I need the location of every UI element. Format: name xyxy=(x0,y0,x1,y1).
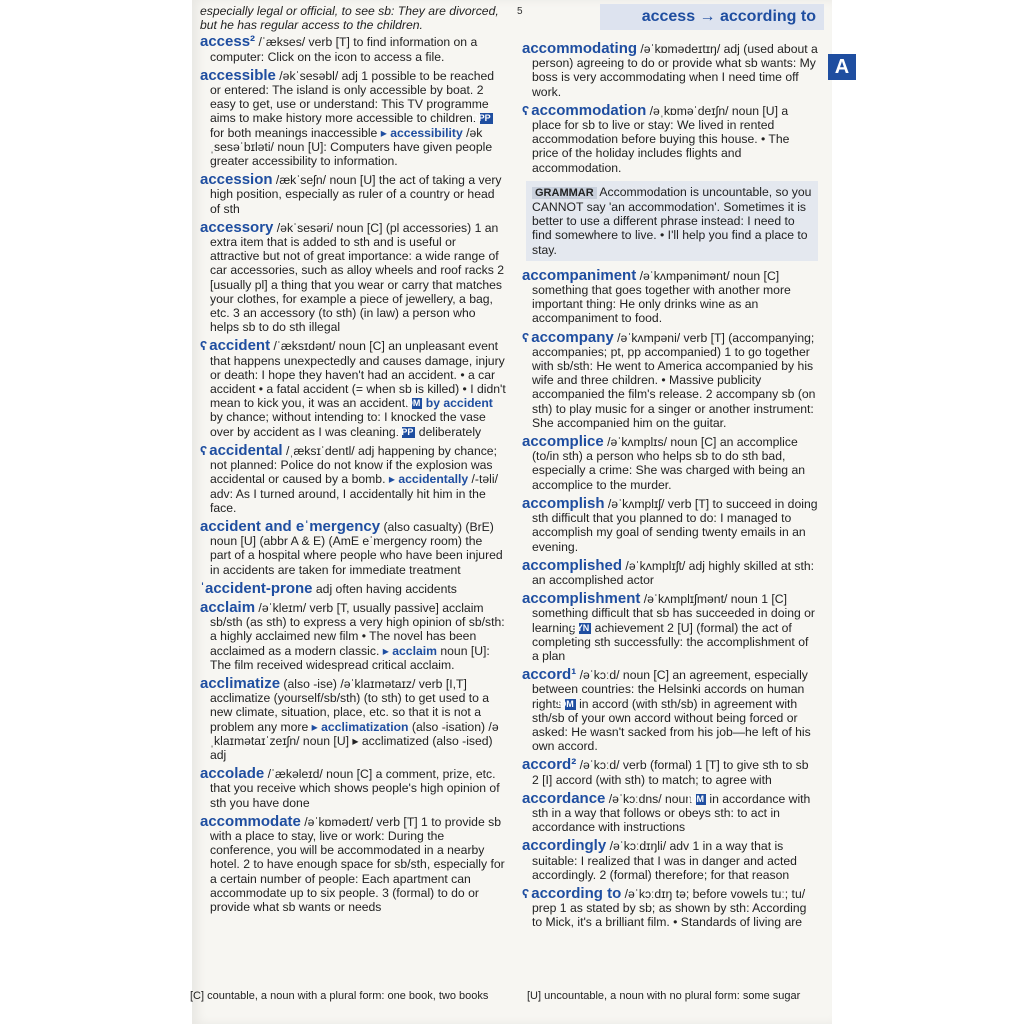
definition: /əˈkɔːd/ verb (formal) 1 [T] to give sth to sb 2 [I] accord (with sth) to match; to agree with xyxy=(532,758,809,787)
headword: acclimatize xyxy=(200,674,281,692)
entry-accommodating xyxy=(522,42,818,99)
idm-label: IDM xyxy=(687,793,704,804)
entry-accession xyxy=(200,173,506,216)
syn-label: SYN xyxy=(570,622,590,633)
entry-accordance xyxy=(522,789,818,835)
headword: accompaniment xyxy=(522,266,637,284)
headword: accomplished xyxy=(522,556,623,574)
definition: /əkˌsesəˈbɪləti/ noun [U]: Computers have given people greater accessibility to information. xyxy=(210,125,493,169)
headword: accident xyxy=(209,337,271,355)
definition: in accordance with sth in a way that follows or obeys sth: to act in accordance with instructions xyxy=(532,791,811,835)
definition: /ˈækəleɪd/ noun [C] a comment, prize, etc. that you receive which shows people's high opinion of sth you have done xyxy=(210,767,500,810)
definition: /əˈkʌmplɪʃt/ adj highly skilled at sth: an accomplished actor xyxy=(532,558,815,587)
definition: /əˈkʌmplɪs/ noun [C] an accomplice (to/in sth) a person who helps sb to do sth bad, especially a crime: She was charged with being an accomplice to the murder. xyxy=(532,435,806,492)
entry-accident-and-emergency xyxy=(200,517,506,577)
derivative: ▸ accessibility xyxy=(380,125,463,140)
idm-label: IDM xyxy=(403,398,421,409)
definition: /əˌkɒməˈdeɪʃn/ noun [U] a place for sb to live or stay: We lived in rented accommodation before buying this house. • The price of the holiday includes flights and accommodation. xyxy=(532,103,790,175)
definition: /əˈkʌmplɪʃmənt/ noun 1 [C] something difficult that sb has succeeded in doing or learning xyxy=(532,592,815,635)
entry-access2 xyxy=(200,35,506,63)
entry-accommodate xyxy=(200,812,506,914)
entry-accompany xyxy=(522,328,818,430)
definition: /əˈkʌmpəni/ verb [T] (accompanying; accompanies; pt, pp accompanied) 1 to go together with sb/sth: He went to America accompanied by his wife and three children. • Massive publicity accompanied the film's release. 2 accompany sb (on sth) to play music for a singer or another instrument: She accompanied him on the guitar. xyxy=(532,330,816,430)
headword: accomplice xyxy=(522,433,604,451)
entry-accident xyxy=(200,339,506,438)
entry-accord1 xyxy=(522,668,818,753)
entry-accomplished xyxy=(522,556,818,587)
headword: access² xyxy=(200,33,256,51)
idiom: by accident xyxy=(422,396,493,411)
definition: /-təli/ adv: As I turned around, I accidentally hit him in the face. xyxy=(210,472,498,515)
definition: /ækˈseʃn/ noun [U] the act of taking a very high position, especially as ruler of a country or head of sth xyxy=(210,173,502,216)
headword: accessible xyxy=(200,66,276,84)
definition: deliberately xyxy=(415,424,482,439)
definition: /əˈkleɪm/ verb [T, usually passive] acclaim sb/sth (as sth) to express a very high opinion of sb/sth: a highly acclaimed new film • The novel has been acclaimed as a modern classic. xyxy=(210,600,505,658)
entry-accommodation xyxy=(522,101,818,175)
definition: /əˈkɒmədeɪt/ verb [T] 1 to provide sb with a place to stay, live or work: During the conference, you will be accommodated in a nearby hotel. 2 to have enough space for sb/sth, especially for a certain number of people: Each apartment can accommodate up to six people. 3 (formal) to do or provide what sb wants or needs xyxy=(210,814,505,914)
entry-accompaniment xyxy=(522,266,818,326)
derivative: ▸ acclimatization xyxy=(311,719,409,734)
entry-accidental xyxy=(200,441,506,515)
entry-accessible xyxy=(200,66,506,169)
headword: accompany xyxy=(531,328,614,346)
definition: /əˈkɔːdɪŋli/ adv 1 in a way that is suitable: I realized that I was in danger and acted accordingly. 2 (formal) therefore; for that reason xyxy=(532,839,797,882)
definition: /əˈkɒmədeɪtɪŋ/ adj (used about a person) agreeing to do or provide what sb wants: My boss is very accommodating when I need time off work. xyxy=(532,42,818,99)
entry-acclaim xyxy=(200,598,506,672)
headword: ˈaccident-prone xyxy=(200,579,313,597)
entry-according-to xyxy=(522,884,818,930)
idm-label: IDM xyxy=(557,698,574,709)
thumb-index-tab[interactable]: A xyxy=(828,54,856,80)
definition: /əˈkʌmpənimənt/ noun [C] something that goes together with another more important thing: He only drinks wine as an accompaniment to food. xyxy=(532,268,791,326)
footer-countable-note: [C] countable, a noun with a plural form: one book, two books xyxy=(190,990,489,1002)
definition: (also casualty) (BrE) noun [U] (abbr A & E) (AmE eˈmergency room) the part of a hospital where people who have been injured in accidents are taken for immediate treatment xyxy=(210,519,503,577)
derivative: ▸ acclaim xyxy=(382,643,437,658)
entry-accordingly xyxy=(522,839,818,882)
headword: accomplishment xyxy=(522,590,641,608)
headword: accidental xyxy=(209,441,283,459)
definition: achievement 2 [U] (formal) the act of completing sth successfully: the accomplishment of a plan xyxy=(532,620,809,663)
key-icon: ʕ xyxy=(200,442,208,458)
key-icon: ʕ xyxy=(522,102,530,118)
definition: /ˈæksɪdənt/ noun [C] an unpleasant event that happens unexpectedly and causes damage, injury or death: I hope they haven't had an accident. • a car accident • a fatal accident (= when sb is killed) • I didn't mean to kick you, it was an accident. xyxy=(210,339,506,411)
grammar-text: Accommodation is uncountable, so you CANNOT say 'an accommodation'. Sometimes it is better to use a different phrase instead: I need to find somewhere to live. • I'll help you find a place to stay. xyxy=(532,184,812,257)
definition: /əˈkɔːdɪŋ tə; before vowels tuː; tu/ prep 1 as stated by sb; as shown by sth: According to Mick, it's a brilliant film. • Standards of living are xyxy=(532,886,807,930)
footer-uncountable-note: [U] uncountable, a noun with no plural form: some sugar xyxy=(527,990,801,1002)
entry-acclimatize xyxy=(200,674,506,762)
definition: /ˌæksɪˈdentl/ adj happening by chance; not planned: Police do not know if the explosion was accidental or caused by a bomb. xyxy=(210,443,497,487)
entry-accord2 xyxy=(522,758,818,786)
headword: accommodation xyxy=(531,101,647,119)
running-head: access → according to xyxy=(600,4,824,30)
definition: in accord (with sth/sb) in agreement with sth/sb of your own accord without being forced or asked: He wasn't sacked from his job—he left of his own accord. xyxy=(532,696,811,754)
opp-label: OPP xyxy=(471,113,491,124)
definition: /əkˈsesəbl/ adj 1 possible to be reached or entered: The island is only accessible by boat. 2 easy to get, use or understand: This TV programme aims to make history more accessible to children. xyxy=(210,68,495,126)
key-icon: ʕ xyxy=(522,885,530,901)
headword: accord² xyxy=(522,756,577,774)
definition: /əˈkɔːdns/ noun xyxy=(605,791,693,806)
left-column xyxy=(200,4,506,919)
headword: accession xyxy=(200,171,273,189)
definition: for both meanings inaccessible xyxy=(210,125,378,140)
key-icon: ʕ xyxy=(522,329,530,345)
definition: /əˈkɔːd/ noun [C] an agreement, especially between countries: the Helsinki accords on human rights xyxy=(532,668,808,711)
headword: according to xyxy=(531,884,622,902)
headword: accordance xyxy=(522,789,606,807)
grammar-note xyxy=(526,181,818,261)
definition: adj often having accidents xyxy=(312,581,457,596)
definition: /əˈkʌmplɪʃ/ verb [T] to succeed in doing sth difficult that you planned to do: I managed to accomplish my goal of sending twenty emails in an evening. xyxy=(532,496,818,554)
definition: noun [U]: The film received widespread critical acclaim. xyxy=(210,643,490,672)
key-icon: ʕ xyxy=(200,338,208,354)
page-number: 5 xyxy=(517,6,523,17)
opp-label: OPP xyxy=(394,426,414,437)
headword: accident and eˈmergency xyxy=(200,517,381,535)
entry-accolade xyxy=(200,767,506,810)
headword: accommodate xyxy=(200,812,301,830)
headword: accessory xyxy=(200,218,274,236)
entry-accomplice xyxy=(522,435,818,492)
definition: /əkˈsesəri/ noun [C] (pl accessories) 1 an extra item that is added to sth and is useful or attractive but not of great importance: a wide range of car accessories, such as alloy wheels and roof racks 2 [usually pl] a thing that you wear or carry that matches your clothes, for example a piece of jewellery, a bag, etc. 3 an accessory (to sth) (in law) a person who helps sb to do sth illegal xyxy=(210,220,504,335)
entry-accessory xyxy=(200,218,506,335)
definition: (also -isation) /əˌklaɪmətaɪˈzeɪʃn/ noun [U] ▸ acclimatized (also -ised) adj xyxy=(210,719,499,762)
entry-accomplish xyxy=(522,494,818,554)
headword: accolade xyxy=(200,765,265,783)
headword: accomplish xyxy=(522,494,605,512)
definition: by chance; without intending to: I knocked the vase over by accident as I was cleaning. xyxy=(210,410,486,439)
grammar-label: GRAMMAR xyxy=(532,187,597,199)
entry-accomplishment xyxy=(522,592,818,663)
right-column xyxy=(522,42,818,935)
entry-continuation: especially legal or official, to see sb: They are divorced, but he has regular access to the children. xyxy=(200,4,499,33)
headword: acclaim xyxy=(200,598,256,616)
derivative: ▸ accidentally xyxy=(388,472,469,487)
headword: accommodating xyxy=(522,40,638,57)
definition: (also -ise) /əˈklaɪmətaɪz/ verb [I,T] acclimatize (yourself/sb/sth) (to sth) to get used to a new climate, situation, place, etc. so that it is not a problem any more xyxy=(210,676,490,734)
entry-accident-prone xyxy=(200,579,506,597)
headword: accord¹ xyxy=(522,666,577,684)
definition: /ˈækses/ verb [T] to find information on a computer: Click on the icon to access a file. xyxy=(210,35,478,64)
headword: accordingly xyxy=(522,837,607,855)
